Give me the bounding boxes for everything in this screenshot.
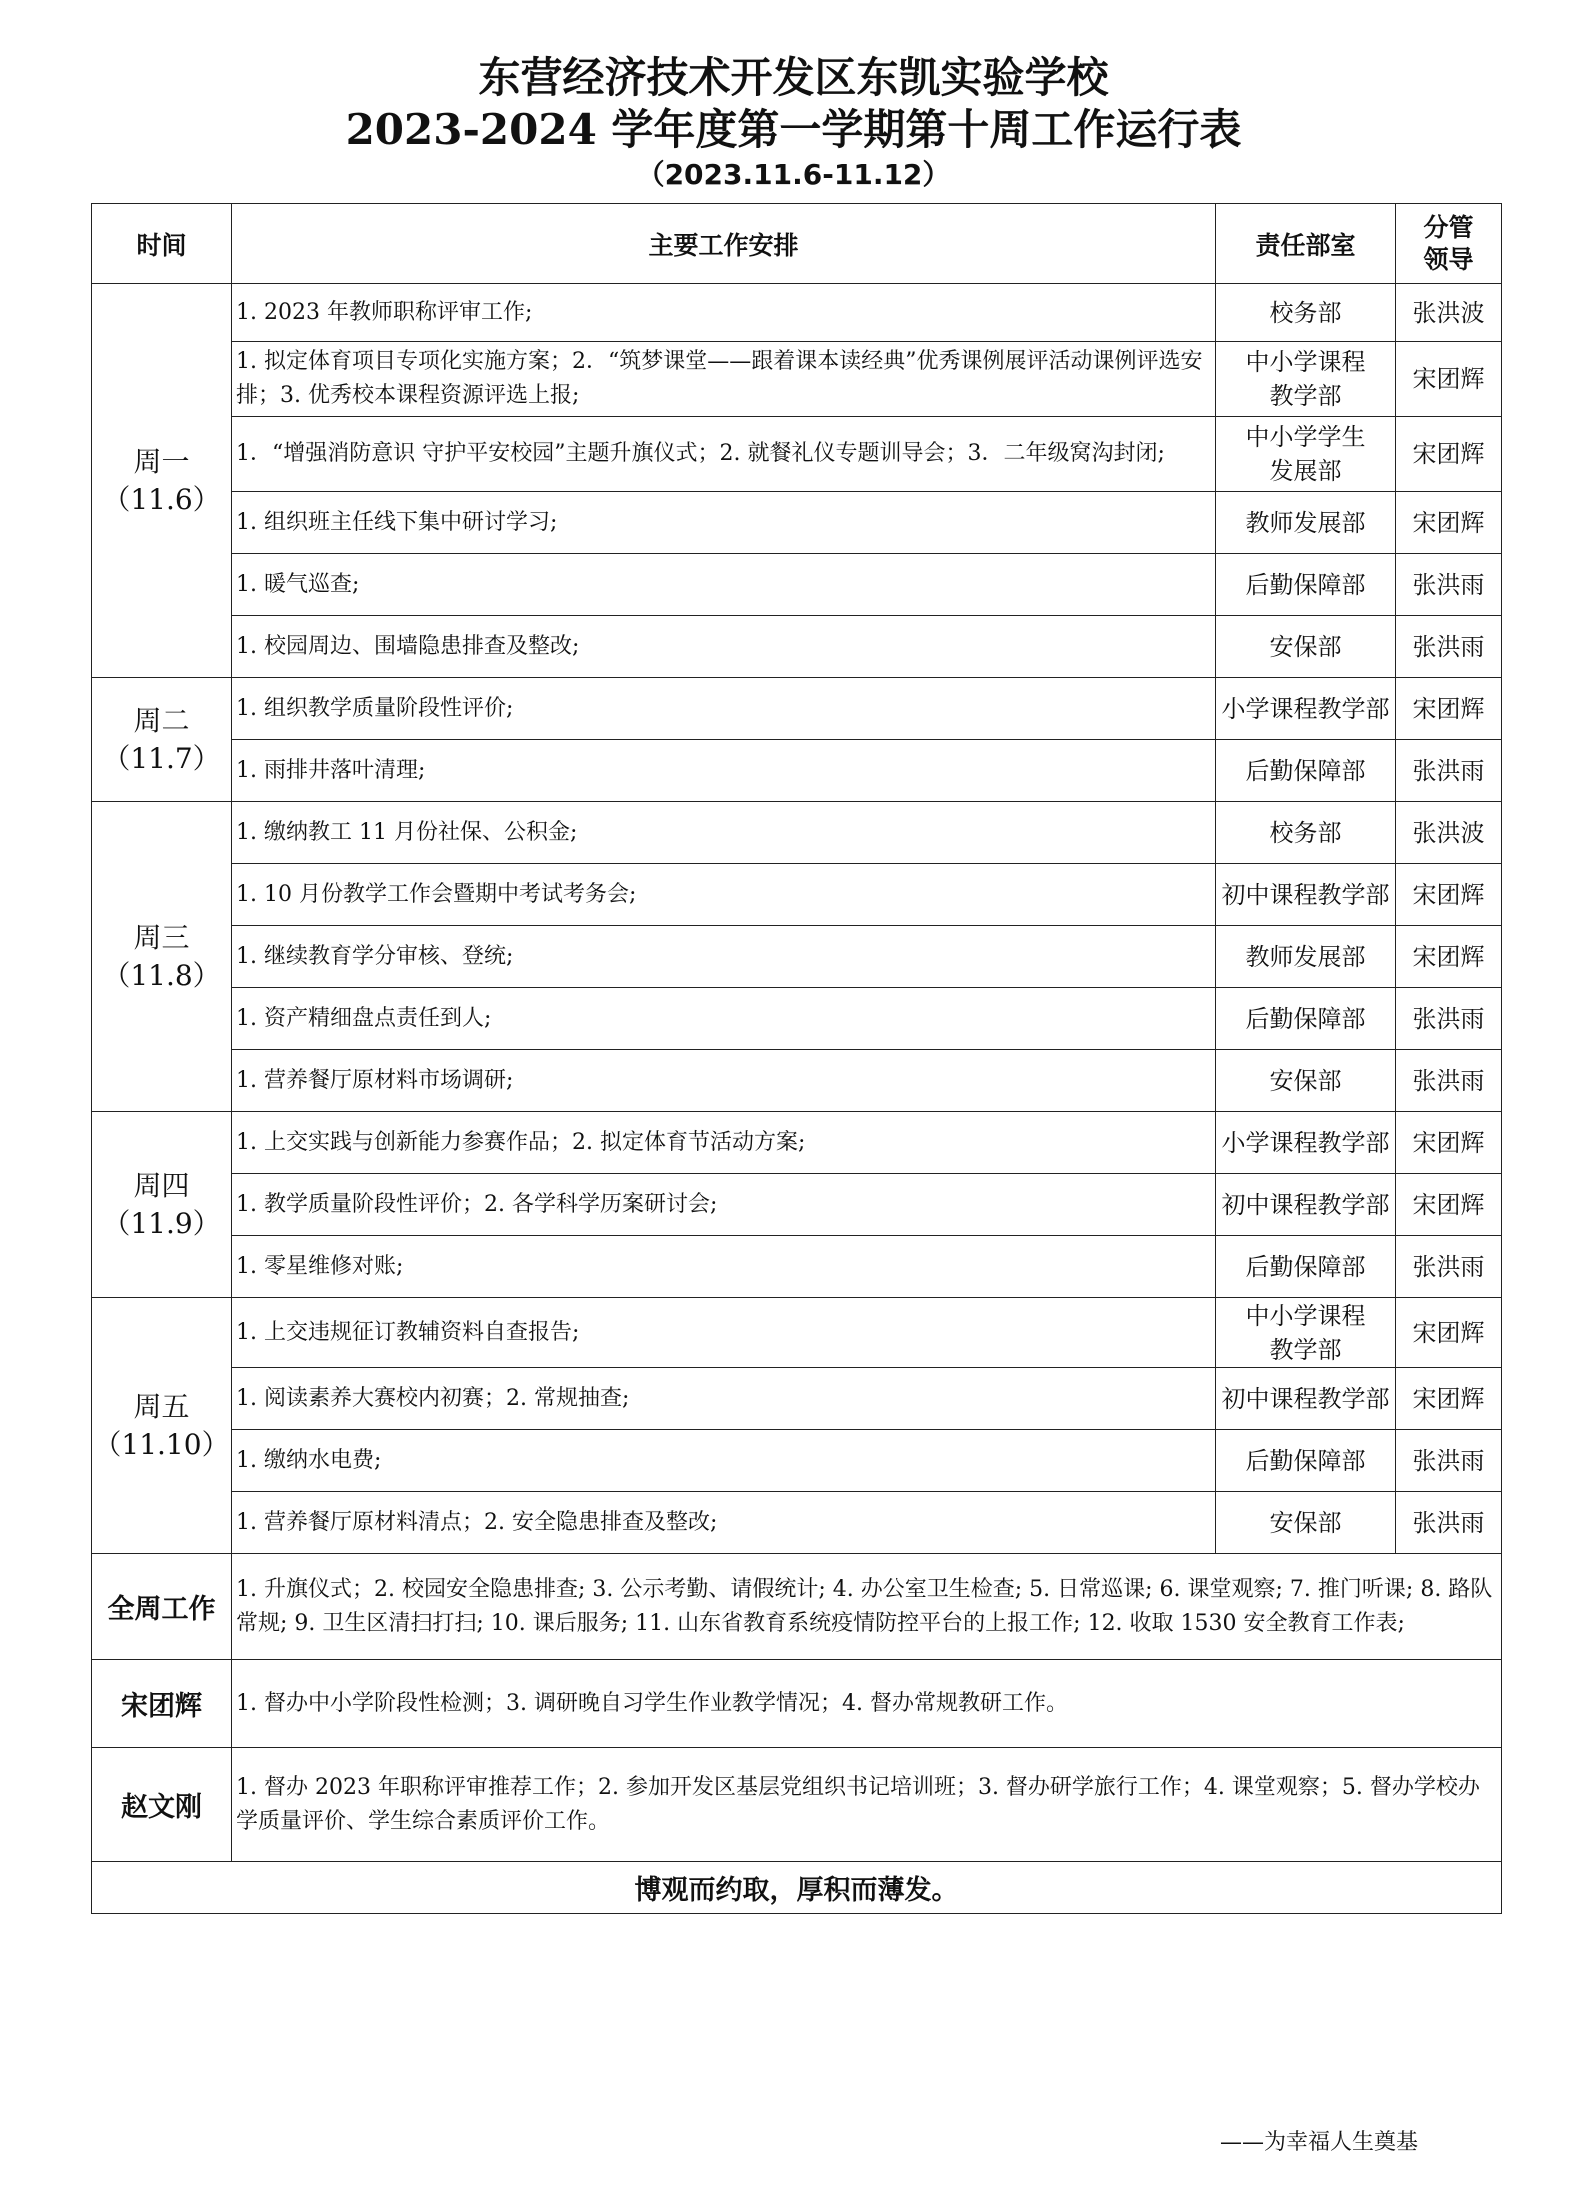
leader-cell: 张洪波 [1396,802,1502,864]
table-row [92,1298,1502,1368]
motto: 博观而约取，厚积而薄发。 [92,1862,1502,1914]
dept-cell: 后勤保障部 [1216,988,1396,1050]
day-date: （11.9） [102,1206,221,1240]
leader-name: 宋团辉 [92,1660,232,1748]
leader-cell: 宋团辉 [1396,926,1502,988]
header-tasks: 主要工作安排 [232,204,1216,284]
dept-cell: 安保部 [1216,1492,1396,1554]
dept-cell: 教师发展部 [1216,926,1396,988]
leader-cell: 张洪雨 [1396,554,1502,616]
header-leader [1396,204,1502,284]
leader-cell: 宋团辉 [1396,1368,1502,1430]
task-cell: 1. 上交实践与创新能力参赛作品；2. 拟定体育节活动方案; [232,1112,1216,1174]
day-date: （11.7） [102,741,221,775]
leader-text: 1. 督办 2023 年职称评审推荐工作；2. 参加开发区基层党组织书记培训班；3. 督办研学旅行工作；4. 课堂观察；5. 督办学校办学质量评价、学生综合素质评价工作。 [232,1748,1502,1862]
document-subtitle: 2023-2024 学年度第一学期第十周工作运行表 [345,105,1242,154]
leader-cell: 宋团辉 [1396,492,1502,554]
leader-cell: 张洪雨 [1396,1492,1502,1554]
table-row [92,554,1502,616]
leader-cell: 宋团辉 [1396,1112,1502,1174]
leader-cell: 宋团辉 [1396,417,1502,492]
day-cell [92,678,232,802]
date-range: （2023.11.6-11.12） [636,158,951,191]
document-title: 东营经济技术开发区东凯实验学校 [478,53,1109,102]
week-work-row [92,1554,1502,1660]
table-row [92,1368,1502,1430]
task-cell: 1. 组织教学质量阶段性评价; [232,678,1216,740]
day-date: （11.6） [102,482,221,516]
task-cell: 1. 10 月份教学工作会暨期中考试考务会; [232,864,1216,926]
leader-cell: 张洪雨 [1396,616,1502,678]
dept-cell: 校务部 [1216,284,1396,342]
task-cell: 1．“增强消防意识 守护平安校园”主题升旗仪式；2. 就餐礼仪专题训导会；3．二年级窝沟封闭; [232,417,1216,492]
dept-cell: 后勤保障部 [1216,554,1396,616]
task-cell: 1. 拟定体育项目专项化实施方案；2．“筑梦课堂——跟着课本读经典”优秀课例展评活动课例评选安排；3. 优秀校本课程资源评选上报; [232,342,1216,417]
task-cell: 1. 资产精细盘点责任到人; [232,988,1216,1050]
table-row [92,926,1502,988]
day-cell [92,284,232,678]
table-row [92,616,1502,678]
day-name: 周五 [133,1389,190,1423]
task-cell: 1. 组织班主任线下集中研讨学习; [232,492,1216,554]
header-dept: 责任部室 [1216,204,1396,284]
table-row [92,1236,1502,1298]
task-cell: 1. 缴纳水电费; [232,1430,1216,1492]
leader-name: 赵文刚 [92,1748,232,1862]
table-row [92,1174,1502,1236]
task-cell: 1. 上交违规征订教辅资料自查报告; [232,1298,1216,1368]
task-cell: 1. 校园周边、围墙隐患排查及整改; [232,616,1216,678]
dept-cell: 初中课程教学部 [1216,864,1396,926]
day-name: 周四 [133,1168,190,1202]
table-row [92,1492,1502,1554]
task-cell: 1. 暖气巡查; [232,554,1216,616]
footer-slogan: ——为幸福人生奠基 [1220,2130,1419,2155]
task-cell: 1. 缴纳教工 11 月份社保、公积金; [232,802,1216,864]
header-time: 时间 [92,204,232,284]
table-row [92,988,1502,1050]
table-row [92,284,1502,342]
table-row [92,1430,1502,1492]
task-cell: 1. 2023 年教师职称评审工作; [232,284,1216,342]
dept-cell: 后勤保障部 [1216,740,1396,802]
dept-cell: 安保部 [1216,616,1396,678]
table-row [92,492,1502,554]
day-cell [92,802,232,1112]
task-cell: 1. 雨排井落叶清理; [232,740,1216,802]
table-row [92,1050,1502,1112]
schedule-body [92,284,1502,1554]
leader-cell: 宋团辉 [1396,1174,1502,1236]
dept-cell: 中小学学生发展部 [1216,417,1396,492]
dept-cell: 中小学课程教学部 [1216,1298,1396,1368]
dept-cell: 后勤保障部 [1216,1236,1396,1298]
dept-cell: 教师发展部 [1216,492,1396,554]
day-name: 周一 [133,444,190,478]
task-cell: 1. 教学质量阶段性评价；2. 各学科学历案研讨会; [232,1174,1216,1236]
dept-cell: 校务部 [1216,802,1396,864]
day-date: （11.8） [102,958,221,992]
leader-row [92,1660,1502,1748]
task-cell: 1. 营养餐厅原材料清点；2. 安全隐患排查及整改; [232,1492,1216,1554]
task-cell: 1. 营养餐厅原材料市场调研; [232,1050,1216,1112]
leader-cell: 张洪雨 [1396,1050,1502,1112]
header-row [92,204,1502,284]
leader-cell: 张洪雨 [1396,1430,1502,1492]
dept-cell: 小学课程教学部 [1216,1112,1396,1174]
day-name: 周三 [133,920,190,954]
day-date: （11.10） [93,1427,230,1461]
day-cell [92,1112,232,1298]
leader-text: 1. 督办中小学阶段性检测；3. 调研晚自习学生作业教学情况；4. 督办常规教研工作。 [232,1660,1502,1748]
task-cell: 1. 阅读素养大赛校内初赛；2. 常规抽查; [232,1368,1216,1430]
leader-cell: 张洪波 [1396,284,1502,342]
dept-cell: 初中课程教学部 [1216,1368,1396,1430]
table-row [92,740,1502,802]
dept-cell: 初中课程教学部 [1216,1174,1396,1236]
task-cell: 1. 继续教育学分审核、登统; [232,926,1216,988]
week-work-label: 全周工作 [92,1554,232,1660]
leader-cell: 张洪雨 [1396,740,1502,802]
leader-cell: 张洪雨 [1396,988,1502,1050]
dept-cell: 中小学课程教学部 [1216,342,1396,417]
table-row [92,802,1502,864]
header-leader-line2: 领导 [1423,244,1474,274]
motto-row [92,1862,1502,1914]
table-row [92,417,1502,492]
task-cell: 1. 零星维修对账; [232,1236,1216,1298]
table-row [92,1112,1502,1174]
header-leader-line1: 分管 [1423,212,1474,242]
day-cell [92,1298,232,1554]
dept-cell: 安保部 [1216,1050,1396,1112]
week-work-text: 1. 升旗仪式；2. 校园安全隐患排查; 3. 公示考勤、请假统计; 4. 办公室卫生检查; 5. 日常巡课; 6. 课堂观察; 7. 推门听课; 8. 路队常规; 9. 卫生区清扫打扫; 10. 课后服务; 11. 山东省教育系统疫情防控平台的上报工作; 12. 收取 1530 安全教育工作表; [232,1554,1502,1660]
day-name: 周二 [133,703,190,737]
leader-row [92,1748,1502,1862]
table-row [92,864,1502,926]
table-row [92,678,1502,740]
leader-cell: 张洪雨 [1396,1236,1502,1298]
leader-cell: 宋团辉 [1396,1298,1502,1368]
schedule-table [91,203,1502,1914]
leader-cell: 宋团辉 [1396,864,1502,926]
table-row [92,342,1502,417]
leader-cell: 宋团辉 [1396,342,1502,417]
dept-cell: 后勤保障部 [1216,1430,1396,1492]
leader-cell: 宋团辉 [1396,678,1502,740]
dept-cell: 小学课程教学部 [1216,678,1396,740]
